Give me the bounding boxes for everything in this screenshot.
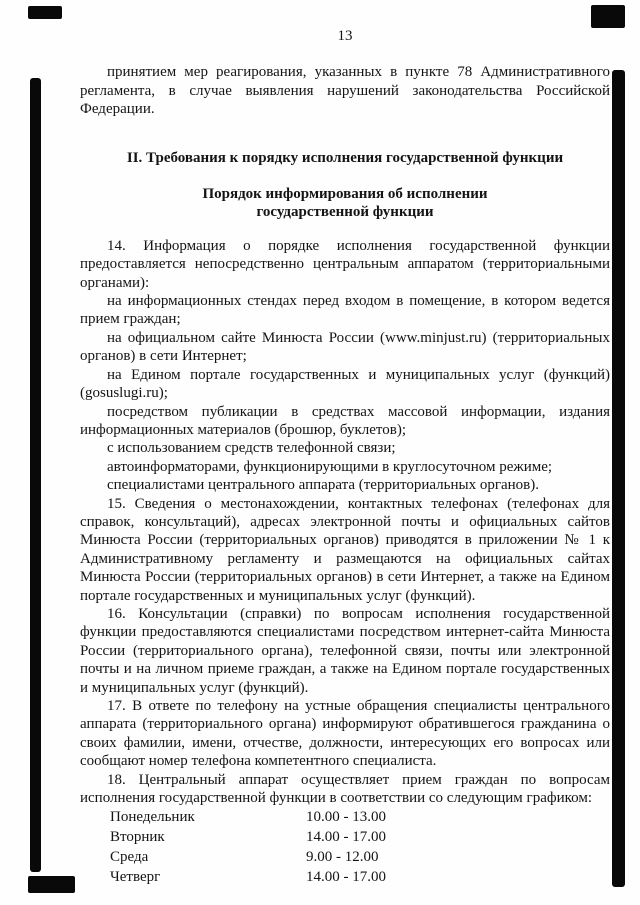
scan-artifact-right-bar xyxy=(612,70,625,887)
reception-schedule xyxy=(80,807,610,887)
continuation-paragraph: принятием мер реагирования, указанных в пункте 78 Административного регламента, в случае выявления нарушений законодательства Российской Федерации. xyxy=(80,64,610,118)
schedule-time: 9.00 - 12.00 xyxy=(306,849,379,866)
schedule-row xyxy=(110,827,610,847)
schedule-time: 14.00 - 17.00 xyxy=(306,829,386,846)
paragraph-16: 16. Консультации (справки) по вопросам исполнения государственной функции предоставляются специалистами посредством интернет-сайта Минюста России (территориального органа), телефонной связи, почты или электронной почты и на личном приеме граждан, а также на Едином портале государственных и муниципальных услуг (функций). xyxy=(80,605,610,696)
paragraph-17: 17. В ответе по телефону на устные обращения специалисты центрального аппарата (территориального органа) информируют обратившегося гражданина о своих фамилии, имени, отчестве, должности, интересующих его вопросах или сообщают номер телефона компетентного специалиста. xyxy=(80,698,610,770)
paragraph-14-item-7: специалистами центрального аппарата (территориальных органов). xyxy=(107,477,539,494)
subsection-heading xyxy=(80,185,610,222)
schedule-row xyxy=(110,847,610,867)
page-content xyxy=(80,27,610,887)
schedule-day: Четверг xyxy=(110,869,161,886)
page-number: 13 xyxy=(337,28,353,44)
paragraph-14-item-3: на Едином портале государственных и муниципальных услуг (функций) (gosuslugi.ru); xyxy=(80,366,610,402)
paragraph-14-item-6: автоинформаторами, функционирующими в круглосуточном режиме; xyxy=(107,458,553,475)
paragraph-18: 18. Центральный аппарат осуществляет прием граждан по вопросам исполнения государственной функции в соответствии со следующим графиком: xyxy=(80,771,610,807)
paragraph-14-item-1: на информационных стендах перед входом в помещение, в котором ведется прием граждан; xyxy=(80,293,610,328)
scan-artifact-bottom-left xyxy=(28,876,75,893)
subsection-heading-line2: государственной функции xyxy=(256,204,434,221)
scan-artifact-top-left xyxy=(28,6,62,19)
schedule-time: 10.00 - 13.00 xyxy=(306,809,386,826)
paragraph-15: 15. Сведения о местонахождении, контактных телефонах (телефонах для справок, консультаций), адресах электронной почты и официальных сайтов Минюста России (территориальных органов) приводятся в приложении № 1 к Административному регламенту и размещаются на официальных сайтах Минюста России (территориальных органов) в сети Интернет, а также на Едином портале государственных и муниципальных услуг (функций). xyxy=(80,495,610,604)
schedule-day: Вторник xyxy=(110,829,165,846)
paragraph-14: 14. Информация о порядке исполнения государственной функции предоставляется непосредственно центральным аппаратом (территориальными органами): xyxy=(80,237,610,291)
paragraph-14-item-5: с использованием средств телефонной связи; xyxy=(107,440,396,457)
paragraph-14-item-2: на официальном сайте Минюста России (www.minjust.ru) (территориальных органов) в сети Интернет; xyxy=(80,329,610,365)
schedule-time: 14.00 - 17.00 xyxy=(306,869,386,886)
schedule-day: Понедельник xyxy=(110,809,195,826)
paragraph-14-item-4: посредством публикации в средствах массовой информации, издания информационных материалов (брошюр, буклетов); xyxy=(80,403,610,438)
section-heading: II. Требования к порядку исполнения государственной функции xyxy=(126,149,564,166)
scan-artifact-left-bar xyxy=(30,78,41,872)
scan-artifact-top-right xyxy=(591,5,625,28)
subsection-heading-line1: Порядок информирования об исполнении xyxy=(202,186,488,203)
schedule-day: Среда xyxy=(110,849,149,866)
schedule-row xyxy=(110,867,610,887)
schedule-row xyxy=(110,807,610,827)
